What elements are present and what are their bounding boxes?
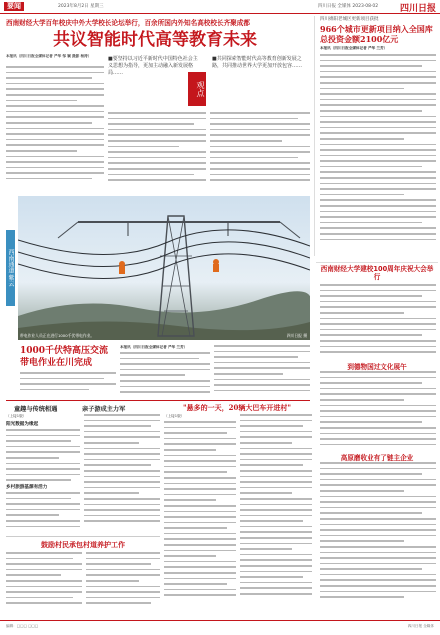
lead-body-lines-3 [210,112,310,192]
right-section-3-lines [320,462,436,612]
viewpoint-stamp: 观点 [188,72,206,106]
footer-rule [0,620,440,621]
bottom-left-headline: 鼓励村民承包村道养护工作 [41,540,125,549]
right-section-1-lines [320,284,436,360]
powerline-photo [18,196,310,340]
bottom-left-rule [6,536,160,537]
lead-headline: 共议智能时代高等教育未来 [53,30,257,50]
bottom-sub-2: 乡村旅游基源有活力 [6,485,48,490]
photo-caption-small: 带电作业人员正在进行1000千伏带电作业。 [20,333,95,338]
section-rule [6,400,310,401]
right-rule-1 [316,262,438,263]
story2-lines-2 [214,345,310,399]
section-logo: 要闻 [4,2,24,11]
story2-lines-3 [20,372,116,398]
lead-body-lines-1 [6,66,104,196]
story2-byline: 本报讯（四川日报全媒体记者 严华 兰芳） [120,345,188,349]
quote-left: ■要坚持以习近平新时代中国特色社会主义思想为指导，更加主动融入新发展格局…… [108,56,198,76]
footer-left: 编辑：□□□ □□□ [6,624,39,628]
powerline-illustration [18,196,310,340]
newspaper-brand: 四川日报 [399,4,436,14]
right-section-3-title: 高原磨收业有了链主企业 [340,454,414,462]
story2-lines-1 [120,352,210,398]
photo-credit: 四川日报 摄 [286,333,307,338]
bottom-kicker-2: 亲子游成主力军 [82,406,126,413]
quote-right: ■共同探索智能时代高等教育创新发展之路，共同推动世界大学更加开放包容…… [212,56,303,69]
bottom-lines-2 [6,492,80,534]
bottom-byline-1: （上接1版） [6,414,27,418]
lead-byline: 本报讯（四川日报全媒体记者 严华 邹 颖 摄影 杨涛） [6,54,92,58]
masthead [0,0,440,14]
bottom-lines-6 [6,552,82,616]
column-divider [314,16,315,256]
story2-headline: 1000千伏特高压交流带电作业在川完成 [20,346,109,368]
right-headline: 966个城市更新项目纳入全国库 总投资金额2100亿元 [320,24,433,44]
right-kicker: 四川绵阳老城区更新项目获批 [320,17,379,22]
bottom-lines-5 [240,414,312,610]
lead-kicker: 西南财经大学百年校庆中外大学校长论坛举行，百余所国内外知名高校校长齐聚成都 [6,19,250,27]
bottom-lines-7 [86,552,160,616]
footer-right: 四川日报 全媒体 [407,624,434,628]
bottom-sub-1: 阳光数据为缘起 [6,422,39,427]
photo-side-label: 西南通道 紫云 [6,230,15,306]
bottom-center-headline: "悬多的一天，20辆大巴车开进村" [182,403,292,412]
right-byline: 本报讯（四川日报全媒体记者 严华 兰芳） [320,46,388,50]
bottom-lines-1 [6,429,80,489]
lead-body-lines-2 [108,112,206,192]
right-section-1-title: 西南财经大学建校100周年庆祝大会举行 [320,265,434,281]
bottom-kicker-1: 童趣与传统相遇 [14,406,58,413]
bottom-lines-3 [84,414,160,534]
right-section-2-title: 到德物国过文化展午 [347,363,407,371]
issue-date: 2023年8月2日 星期三 [58,4,104,9]
right-body-lines [320,54,436,260]
paper-info: 四川日报 全媒体 2023·08·02 [318,4,379,9]
bottom-byline-2: （上接1版） [164,414,185,418]
right-section-2-lines [320,371,436,451]
bottom-lines-4 [164,421,236,611]
